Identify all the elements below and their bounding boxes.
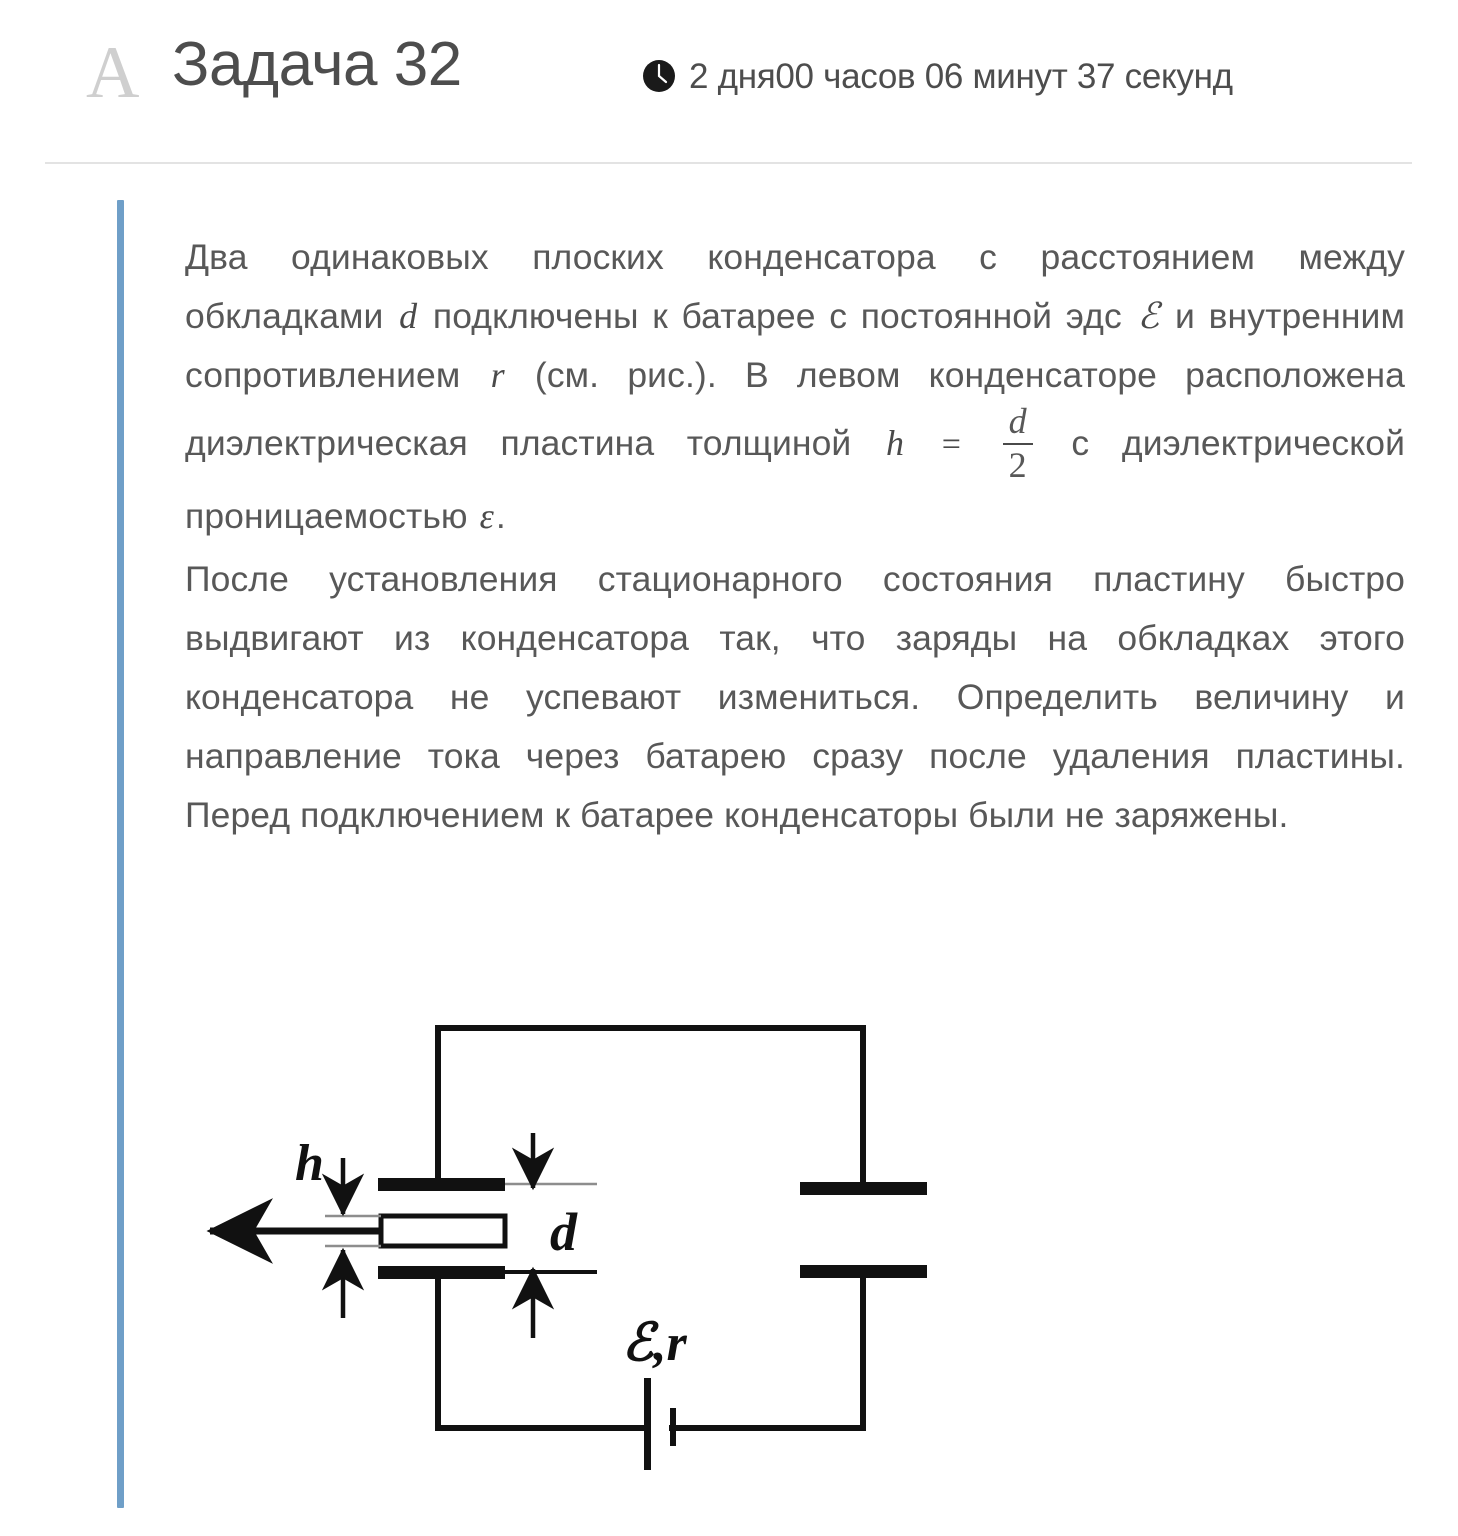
math-var-d: d <box>399 296 418 336</box>
right-capacitor-top-plate <box>800 1182 927 1195</box>
timer-text: 2 дня00 часов 06 минут 37 секунд <box>689 56 1233 96</box>
text-segment-1: Два одинаковых плоских конденсатора с расстоянием между обкладками <box>185 237 1405 336</box>
left-capacitor-top-plate <box>378 1178 505 1191</box>
problem-statement <box>185 228 1405 845</box>
brand-letter: A <box>86 32 140 114</box>
text-segment-3: и внутренним сопротивлением <box>185 296 1405 395</box>
math-equals: = <box>941 426 962 464</box>
dielectric-slab <box>381 1216 505 1246</box>
problem-paragraph-2: После установления стационарного состояния пластину быстро выдвигают из конденсатора так, что заряды на обкладках этого конденсатора не успевают измениться. Определить величину и направление тока через батарею сразу после удаления пластины. Перед подключением к батарее конденсаторы были не заряжены. <box>185 558 1405 835</box>
math-var-r: r <box>490 355 505 395</box>
battery-label: ℰ,r <box>622 1315 687 1372</box>
circuit-diagram <box>185 988 1405 1508</box>
page-header <box>0 0 1458 163</box>
problem-quote-block <box>117 200 1427 1508</box>
battery-short-plate <box>670 1408 676 1446</box>
accent-bar <box>117 200 124 1508</box>
text-segment-2: подключены к батарее с постоянной эдс <box>432 296 1122 336</box>
right-capacitor-bottom-plate <box>800 1265 927 1278</box>
battery <box>644 1378 676 1470</box>
d-label: d <box>550 1202 577 1262</box>
left-capacitor-bottom-plate <box>378 1266 505 1279</box>
fraction-numerator: d <box>1008 401 1027 441</box>
math-var-emf: ℰ <box>1137 296 1160 336</box>
h-label: h <box>295 1135 324 1192</box>
header-divider <box>45 162 1412 164</box>
timer <box>641 58 1233 94</box>
math-var-h: h <box>886 423 905 464</box>
problem-body <box>185 228 1406 1372</box>
right-capacitor <box>800 1182 927 1278</box>
text-segment-4: (см. рис.). В левом конденсаторе расположена диэлектрическая пластина толщиной <box>185 355 1406 464</box>
clock-icon <box>641 58 677 94</box>
page-title: Задача 32 <box>172 30 462 99</box>
fraction-denominator: 2 <box>1008 444 1027 485</box>
battery-long-plate <box>644 1378 651 1470</box>
text-segment-5: с диэлектрической проницаемостью <box>185 423 1405 536</box>
math-fraction-d-over-2 <box>1003 403 1033 485</box>
problem-paragraph-1 <box>185 228 1405 546</box>
text-segment-6: . <box>495 495 506 536</box>
math-var-epsilon: ε <box>479 495 494 536</box>
